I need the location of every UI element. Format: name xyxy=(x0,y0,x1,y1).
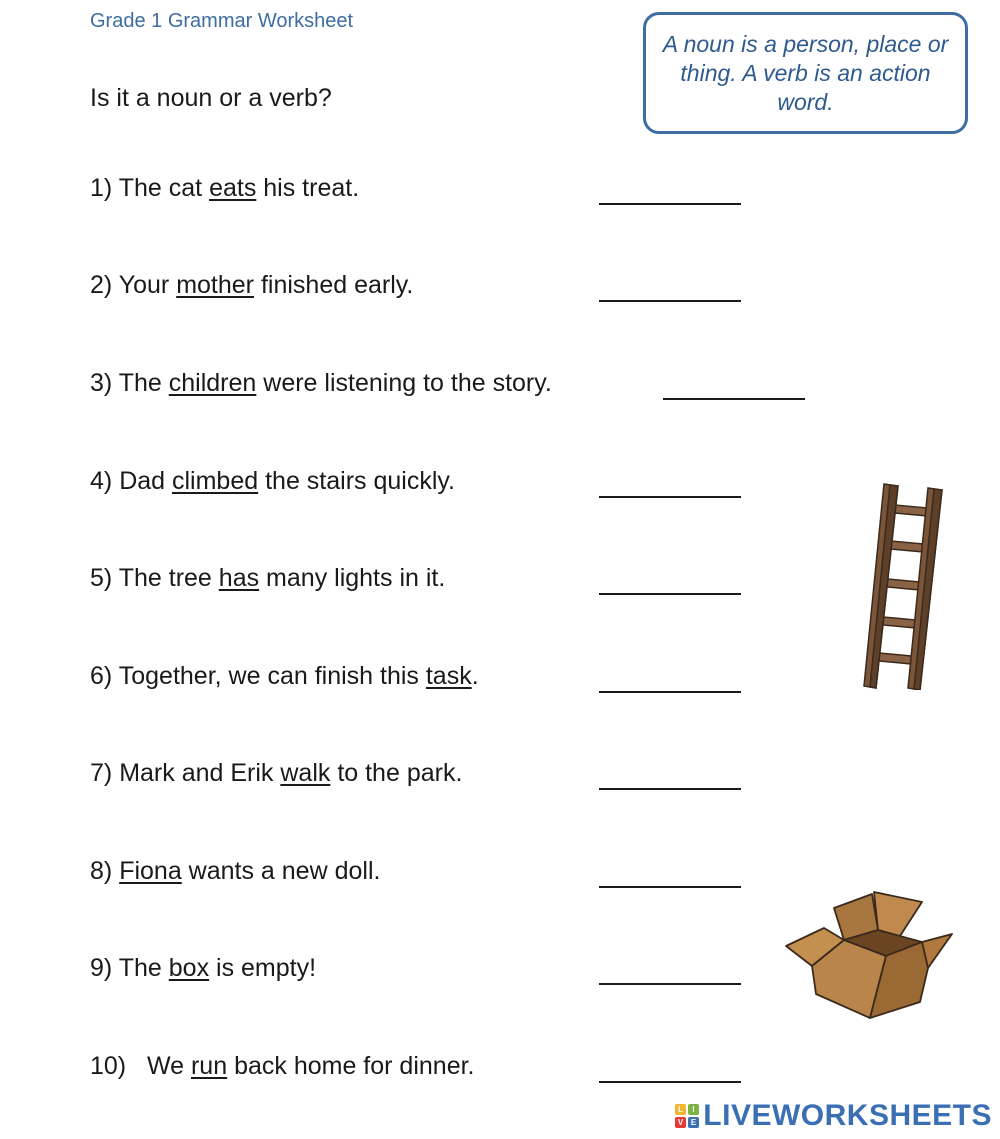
list-item xyxy=(90,662,479,691)
underlined-word: has xyxy=(218,564,260,592)
answer-blank[interactable] xyxy=(599,496,741,498)
cardboard-box-icon xyxy=(782,890,958,1022)
item-text-before: Mark and Erik xyxy=(119,759,281,787)
underlined-word: task xyxy=(425,662,472,690)
answer-blank[interactable] xyxy=(599,983,741,985)
underlined-word: climbed xyxy=(172,467,259,495)
item-text-before: The xyxy=(118,369,169,397)
item-number: 8) xyxy=(90,857,113,885)
item-text-before: The xyxy=(118,954,169,982)
answer-blank[interactable] xyxy=(599,691,741,693)
underlined-word: walk xyxy=(280,759,331,787)
logo-mark-tile: L xyxy=(675,1104,686,1115)
item-text-after: were listening to the story. xyxy=(256,369,552,397)
item-text-before: The tree xyxy=(118,564,219,592)
list-item xyxy=(90,857,380,886)
item-number: 5) xyxy=(90,564,113,592)
underlined-word: Fiona xyxy=(119,857,182,885)
item-text-after: back home for dinner. xyxy=(227,1052,475,1080)
item-text-after: his treat. xyxy=(256,174,360,202)
answer-blank[interactable] xyxy=(599,788,741,790)
item-number: 9) xyxy=(90,954,113,982)
answer-blank[interactable] xyxy=(663,398,805,400)
logo-mark-icon xyxy=(675,1104,699,1128)
underlined-word: children xyxy=(168,369,257,397)
item-text-before: We xyxy=(126,1052,191,1080)
item-number: 6) xyxy=(90,662,113,690)
item-text-after: is empty! xyxy=(209,954,317,982)
item-text-after: many lights in it. xyxy=(259,564,446,592)
underlined-word: mother xyxy=(176,271,255,299)
underlined-word: box xyxy=(168,954,210,982)
logo-mark-tile: V xyxy=(675,1117,686,1128)
logo-mark-tile: E xyxy=(688,1117,699,1128)
item-number: 2) xyxy=(90,271,113,299)
definition-box xyxy=(643,12,968,134)
underlined-word: eats xyxy=(209,174,257,202)
item-number: 3) xyxy=(90,369,113,397)
list-item xyxy=(90,759,462,788)
list-item xyxy=(90,954,316,983)
worksheet-question: Is it a noun or a verb? xyxy=(90,84,332,112)
logo-text: LIVEWORKSHEETS xyxy=(703,1099,992,1132)
item-text-after: to the park. xyxy=(330,759,463,787)
list-item xyxy=(90,1052,475,1081)
item-text-before: The cat xyxy=(118,174,210,202)
item-number: 4) xyxy=(90,467,113,495)
item-text-after: the stairs quickly. xyxy=(258,467,455,495)
logo-mark-tile: I xyxy=(688,1104,699,1115)
item-number: 10) xyxy=(90,1052,127,1080)
item-number: 1) xyxy=(90,174,113,202)
item-text-after: wants a new doll. xyxy=(181,857,381,885)
answer-blank[interactable] xyxy=(599,300,741,302)
answer-blank[interactable] xyxy=(599,203,741,205)
list-item xyxy=(90,369,552,398)
worksheet-subtitle: Grade 1 Grammar Worksheet xyxy=(90,10,354,32)
answer-blank[interactable] xyxy=(599,886,741,888)
definition-text: A noun is a person, place or thing. A verb is an action word. xyxy=(662,30,949,115)
item-text-after: finished early. xyxy=(254,271,414,299)
item-text-before: Your xyxy=(118,271,177,299)
item-text-before: Dad xyxy=(119,467,172,495)
answer-blank[interactable] xyxy=(599,593,741,595)
ladder-icon xyxy=(858,482,948,690)
item-text-before: Together, we can finish this xyxy=(118,662,426,690)
list-item xyxy=(90,564,445,593)
list-item xyxy=(90,467,455,496)
list-item xyxy=(90,174,359,203)
liveworksheets-logo xyxy=(675,1099,992,1133)
item-text-after: . xyxy=(471,662,479,690)
item-number: 7) xyxy=(90,759,113,787)
list-item xyxy=(90,271,413,300)
answer-blank[interactable] xyxy=(599,1081,741,1083)
underlined-word: run xyxy=(190,1052,228,1080)
